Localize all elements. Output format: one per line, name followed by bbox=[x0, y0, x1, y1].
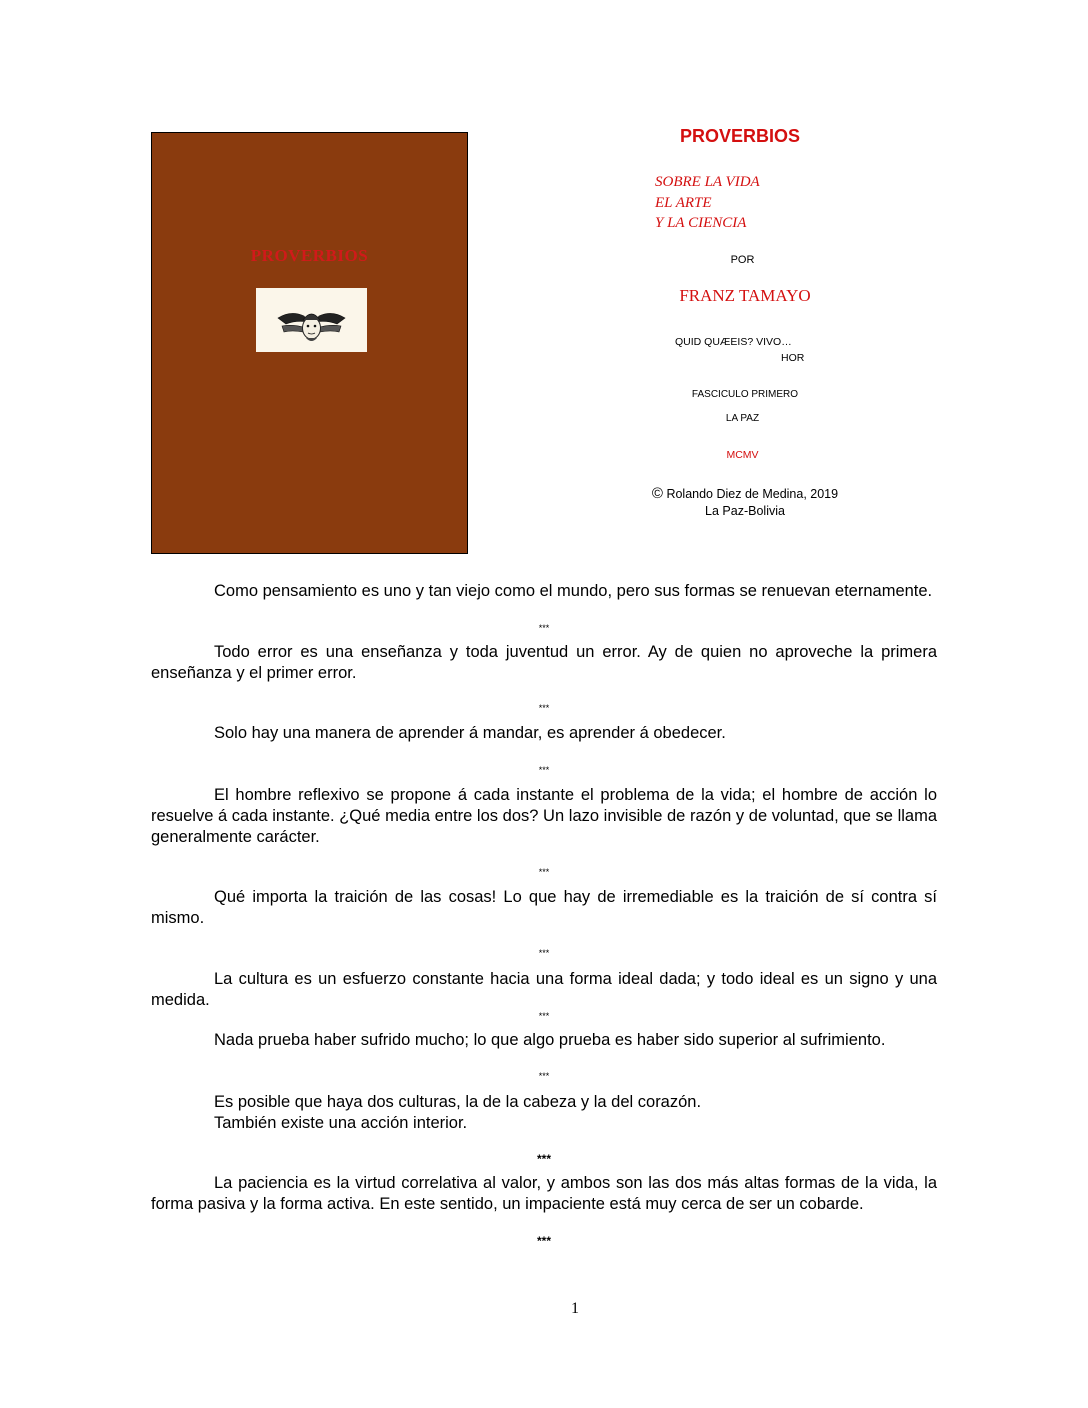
proverb: Solo hay una manera de aprender á mandar, es aprender á obedecer. bbox=[214, 724, 726, 742]
proverb: Qué importa la traición de las cosas! Lo que hay de irremediable es la traición de sí contra sí mismo. bbox=[151, 888, 937, 927]
separator: *** bbox=[538, 623, 550, 633]
mask-emblem-icon bbox=[256, 288, 367, 352]
separator: *** bbox=[538, 1071, 550, 1081]
book-title: PROVERBIOS bbox=[679, 126, 801, 146]
proverb: Nada prueba haber sufrido mucho; lo que algo prueba es haber sido superior al sufrimiento. bbox=[214, 1031, 886, 1049]
epigraph-source: HOR bbox=[781, 352, 805, 364]
subtitle-line: EL ARTE bbox=[655, 194, 712, 211]
subtitle-line: Y LA CIENCIA bbox=[655, 215, 747, 231]
subtitle bbox=[655, 172, 760, 234]
copyright bbox=[620, 485, 870, 520]
proverb: La cultura es un esfuerzo constante hacia una forma ideal dada; y todo ideal es un signo y una medida. bbox=[151, 970, 937, 1009]
book-cover bbox=[151, 132, 468, 554]
place: LA PAZ bbox=[725, 413, 760, 424]
fascicle: FASCICULO PRIMERO bbox=[691, 389, 799, 400]
separator: *** bbox=[538, 703, 550, 713]
year: MCMV bbox=[726, 449, 759, 461]
proverb: La paciencia es la virtud correlativa al valor, y ambos son las dos más altas formas de la vida, la forma pasiva y la forma activa. En este sentido, un impaciente está muy cerca de ser un cobarde. bbox=[151, 1174, 937, 1213]
cover-title: PROVERBIOS bbox=[250, 246, 369, 265]
separator: *** bbox=[538, 948, 550, 958]
proverb: Es posible que haya dos culturas, la de la cabeza y la del corazón. bbox=[214, 1093, 702, 1111]
epigraph: QUID QUÆEIS? VIVO… bbox=[675, 336, 792, 348]
copyright-text: Rolando Diez de Medina, 2019 bbox=[666, 487, 839, 501]
proverb: El hombre reflexivo se propone á cada instante el problema de la vida; el hombre de acción lo resuelve á cada instante. ¿Qué media entre los dos? Un lazo invisible de razón y de voluntad, que se llama generalmente carácter. bbox=[151, 786, 937, 846]
proverb: Todo error es una enseñanza y toda juventud un error. Ay de quien no aproveche la primera enseñanza y el primer error. bbox=[151, 643, 937, 682]
proverb: También existe una acción interior. bbox=[214, 1114, 468, 1132]
copyright-symbol: © bbox=[651, 485, 663, 502]
subtitle-line: SOBRE LA VIDA bbox=[655, 174, 760, 190]
separator: *** bbox=[538, 765, 550, 775]
separator: *** bbox=[536, 1234, 551, 1248]
proverb: Como pensamiento es uno y tan viejo como el mundo, pero sus formas se renuevan eternamente. bbox=[214, 582, 933, 600]
author-name: FRANZ TAMAYO bbox=[679, 286, 811, 305]
separator: *** bbox=[536, 1152, 551, 1166]
separator: *** bbox=[538, 1011, 550, 1021]
location: La Paz-Bolivia bbox=[705, 504, 785, 518]
page-number: 1 bbox=[571, 1300, 579, 1317]
separator: *** bbox=[538, 867, 550, 877]
por-label: POR bbox=[730, 254, 755, 266]
